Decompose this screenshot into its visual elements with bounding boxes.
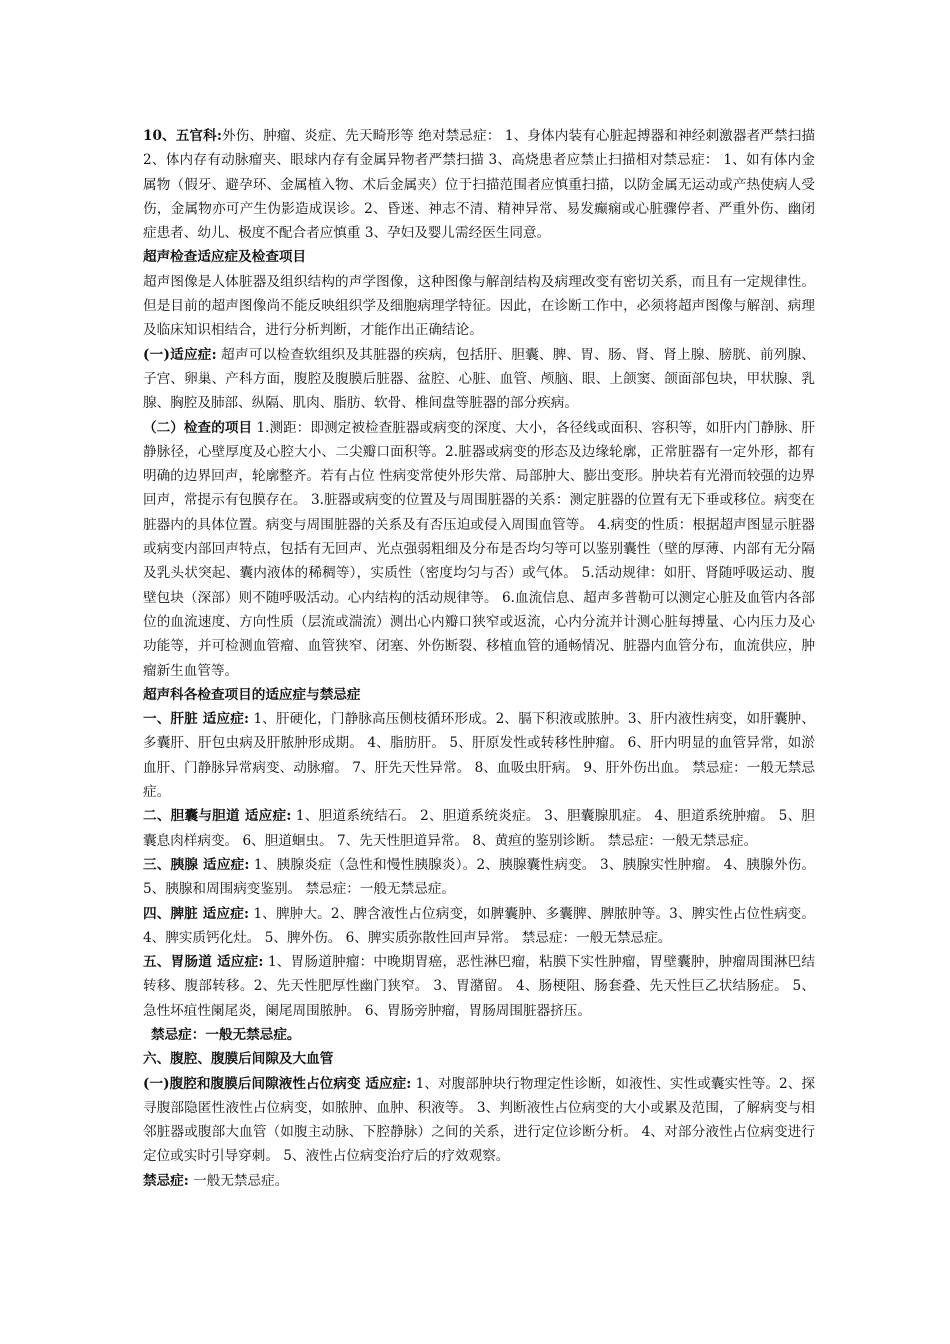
paragraph-gi-contraindications: 禁忌症：一般无禁忌症。: [151, 1026, 301, 1043]
paragraph-text: 1、脾肿大。2、脾含液性占位病变，如脾囊肿、多囊脾、脾脓肿等。3、脾实性占位性病变。 4、脾实质钙化灶。 5、脾外伤。 6、脾实质弥散性回声异常。 禁忌症：一般无禁忌症。: [143, 905, 815, 946]
paragraph-gastrointestinal: [143, 950, 815, 1023]
paragraph-liver: [143, 707, 815, 804]
subheading-spleen: 四、脾脏 适应症:: [143, 905, 249, 922]
paragraph-text: 1、肝硬化，门静脉高压侧枝循环形成。2、膈下积液或脓肿。3、肝内液性病变，如肝囊肿、多囊肝、肝包虫病及肝脓肿形成期。 4、脂肪肝。 5、肝原发性或转移性肿瘤。 6、肝内明显的血管异常，如淤血肝、门静脉异常病变、动脉瘤。 7、肝先天性异常。 8、血吸虫肝病。 9、肝外伤出血。 禁忌症：一般无禁忌症。: [143, 711, 815, 801]
paragraph-text: 一般无禁忌症。: [188, 1172, 289, 1189]
heading-ultrasound-indications: 超声检查适应症及检查项目: [143, 249, 307, 266]
section-heading-ent: 10、五官科:: [143, 128, 222, 144]
paragraph-text: 1.测距：即测定被检查脏器或病变的深度、大小，各径线或面积、容积等，如肝内门静脉、肝静脉径，心壁厚度及心腔大小、二尖瓣口面积等。2.脏器或病变的形态及边缘轮廓，正常脏器有一定外形，都有明确的边界回声，轮廓整齐。若有占位 性病变常使外形失常、局部肿大、膨出变形。肿块若有光滑而较强的边界回声，常提示有包膜存在。 3.脏器或病变的位置及与周围脏器的关系：测定脏器的位置有无下垂或移位。病变在脏器内的具体位置。病变与周围脏器的关系及有否压迫或侵入周围血管等。 4.病变的性质：根据超声图显示脏器或病变内部回声特点，包括有无回声、光点强弱粗细及分布是否均匀等可以鉴别囊性（壁的厚薄、内部有无分隔及乳头状突起、囊内液体的稀稠等），实质性（密度均匀与否）或气体。 5.活动规律：如肝、肾随呼吸运动、腹壁包块（深部）则不随呼吸活动。心内结构的活动规律等。 6.血流信息、超声多普勒可以测定心脏及血管内各部位的血流速度、方向性质（层流或湍流）测出心内瓣口狭窄或返流，心内分流并计测心脏每搏量、心内压力及心功能等，并可检测血管瘤、血管狭窄、闭塞、外伤断裂、移植血管的通畅情况、脏器内血管分布，血流供应，肿瘤新生血管等。: [143, 419, 815, 679]
paragraph-text: 1、胃肠道肿瘤：中晚期胃癌，恶性淋巴瘤，粘膜下实性肿瘤，胃壁囊肿，肿瘤周围淋巴结转移、腹部转移。2、先天性肥厚性幽门狭窄。 3、胃潴留。 4、肠梗阻、肠套叠、先天性巨乙状结肠症。 5、急性坏疽性阑尾炎，阑尾周围脓肿。 6、胃肠旁肿瘤，胃肠周围脏器挤压。: [143, 954, 815, 1019]
subheading-pancreas: 三、胰腺 适应症:: [143, 856, 250, 873]
paragraph-exam-items: [143, 416, 815, 683]
paragraph-gallbladder: [143, 804, 815, 853]
heading-abdomen: 六、腹腔、腹膜后间隙及大血管: [143, 1051, 334, 1068]
subheading-abdominal-lesions: (一)腹腔和腹膜后间隙液性占位病变 适应症:: [143, 1075, 412, 1092]
paragraph-text: 1、胆道系统结石。 2、胆道系统炎症。 3、胆囊腺肌症。 4、胆道系统肿瘤。 5、胆囊息肉样病变。 6、胆道蛔虫。 7、先天性胆道异常。 8、黄疸的鉴别诊断。 禁忌症：一般无禁忌症。: [143, 808, 815, 849]
paragraph-ultrasound-intro: 超声图像是人体脏器及组织结构的声学图像，这种图像与解剖结构及病理改变有密切关系，而且有一定规律性。但是目前的超声图像尚不能反映组织学及细胞病理学特征。因此，在诊断工作中，必须将超声图像与解剖、病理及临床知识相结合，进行分析判断，才能作出正确结论。: [143, 273, 815, 339]
subheading-gastrointestinal: 五、胃肠道 适应症:: [143, 954, 264, 971]
paragraph-spleen: [143, 902, 815, 951]
subheading-liver: 一、肝脏 适应症:: [143, 711, 249, 728]
heading-department-items: 超声科各检查项目的适应症与禁忌症: [143, 686, 361, 703]
paragraph-indications: [143, 343, 815, 416]
paragraph-text: 外伤、肿瘤、炎症、先天畸形等 绝对禁忌症： 1、身体内装有心脏起搏器和神经刺激器者严禁扫描 2、体内存有动脉瘤夹、眼球内存有金属异物者严禁扫描 3、高烧患者应禁止扫描相对禁忌症： 1、如有体内金属物（假牙、避孕环、金属植入物、术后金属夹）位于扫描范围者应慎重扫描，以防金属无运动或产热使病人受伤，金属物亦可产生伪影造成误诊。2、昏迷、神志不清、精神异常、易发癫痫或心脏骤停者、严重外伤、幽闭症患者、幼儿、极度不配合者应慎重 3、孕妇及婴儿需经医生同意。: [143, 128, 815, 242]
subheading-gallbladder: 二、胆囊与胆道 适应症:: [143, 808, 292, 825]
document-page: [143, 124, 815, 1193]
paragraph-text: 超声可以检查软组织及其脏器的疾病，包括肝、胆囊、脾、胃、肠、肾、肾上腺、膀胱、前列腺、子宫、卵巢、产科方面，腹腔及腹膜后脏器、盆腔、心脏、血管、颅脑、眼、上颌窦、颌面部包块，甲状腺、乳腺、胸腔及肺部、纵隔、肌肉、脂肪、软骨、椎间盘等脏器的部分疾病。: [143, 346, 815, 412]
paragraph-pancreas: [143, 853, 815, 902]
paragraph-abdominal-lesions: [143, 1072, 815, 1169]
paragraph-text: 1、对腹部肿块行物理定性诊断，如液性、实性或囊实性等。2、探寻腹部隐匿性液性占位病变，如脓肿、血肿、积液等。 3、判断液性占位病变的大小或累及范围，了解病变与相邻脏器或腹部大血管（如腹主动脉、下腔静脉）之间的关系，进行定位诊断分析。 4、对部分液性占位病变进行定位或实时引导穿刺。 5、液性占位病变治疗后的疗效观察。: [143, 1075, 815, 1165]
subheading-contraindications: 禁忌症:: [143, 1172, 189, 1189]
subheading-indications: (一)适应症:: [143, 346, 217, 363]
paragraph-abdominal-contraindications: [143, 1169, 815, 1193]
paragraph-text: 1、胰腺炎症（急性和慢性胰腺炎）。2、胰腺囊性病变。 3、胰腺实性肿瘤。 4、胰腺外伤。 5、胰腺和周围病变鉴别。 禁忌症：一般无禁忌症。: [143, 856, 815, 898]
subheading-exam-items: （二）检查的项目: [143, 419, 253, 436]
paragraph-ent-contraindications: [143, 124, 815, 245]
